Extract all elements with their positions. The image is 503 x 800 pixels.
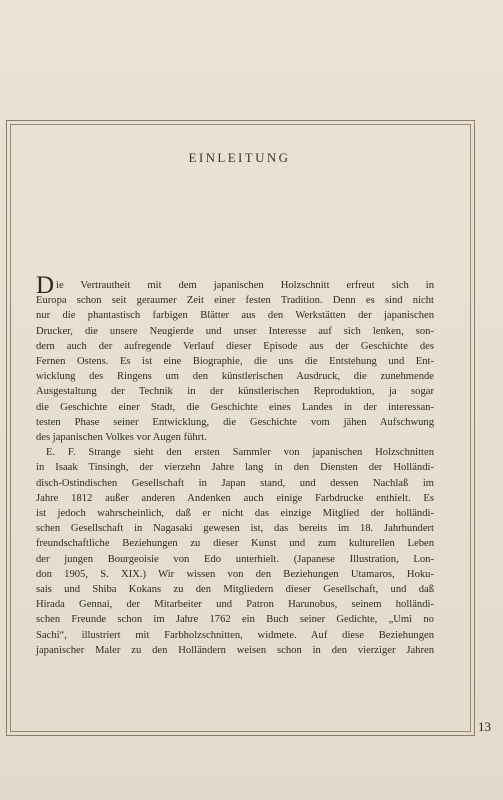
paragraph-1-line: dern auch der aufregende Verlauf dieser Episode aus der Geschichte des [36, 340, 434, 352]
paragraph-1-line: wicklung des Ringens um den künstlerischen Ausdruck, die zunehmende [36, 371, 434, 383]
paragraph-2-line: E. F. Strange sieht den ersten Sammler von japanischen Holzschnitten [46, 447, 434, 459]
paragraph-2-line: Hirada Gennai, der Mitarbeiter und Patron Harunobus, seinem holländi- [36, 599, 434, 611]
paragraph-2-line: ist jedoch wahrscheinlich, daß er nicht das einzige Mitglied der holländi- [36, 508, 434, 520]
paragraph-2-line: japanischer Maler zu den Holländern weisen schon in den vierziger Jahren [36, 644, 434, 656]
paragraph-1-line: Ausgestaltung der Technik in der künstlerischen Reproduktion, ja sogar [36, 386, 434, 398]
paragraph-2-line: freundschaftliche Beziehungen zu dieser Kunst und zum kulturellen Leben [36, 538, 434, 550]
paragraph-2-line: sais und Shiba Kokans zu den Mitgliedern dieser Gesellschaft, und daß [36, 584, 434, 596]
paragraph-1-line: Drucker, die unsere Neugierde und unser Interesse auf sich lenken, son- [36, 325, 434, 337]
paragraph-1-line: Fernen Ostens. Es ist eine Biographie, die uns die Entstehung und Ent- [36, 356, 434, 368]
chapter-title: EINLEITUNG [188, 150, 291, 165]
paragraph-2-line: disch-Ostindischen Gesellschaft in Japan stand, und dessen Nachlaß im [36, 477, 434, 489]
paragraph-1-line: des japanischen Volkes vor Augen führt. [36, 432, 207, 444]
paragraph-2-line: schen Gesellschaft in Nagasaki gewesen ist, das bereits im 18. Jahrhundert [36, 523, 434, 535]
drop-cap: D [36, 272, 55, 299]
paragraph-2-line: don 1905, S. XIX.) Wir wissen von den Beziehungen Utamaros, Hoku- [36, 568, 434, 580]
paragraph-1-line: die Geschichte einer Stadt, die Geschichte eines Landes in der interessan- [36, 401, 434, 413]
paragraph-1-line: Europa schon seit geraumer Zeit einer festen Tradition. Denn es sind nicht [36, 295, 434, 307]
paragraph-2-line: Jahre 1812 außer anderen Andenken auch einige Farbdrucke enthielt. Es [36, 492, 434, 504]
page-number: 13 [478, 719, 491, 734]
paragraph-1-line: testen Phase seiner Entwicklung, die Geschichte vom jähen Aufschwung [36, 416, 434, 428]
paragraph-2-line: in Isaak Tinsingh, der vierzehn Jahre lang in den Diensten der Holländi- [36, 462, 434, 474]
paragraph-2-line: der jungen Bourgeoisie von Edo unterhielt. (Japanese Illustration, Lon- [36, 553, 434, 565]
paragraph-2-line: schen Freunde schon im Jahre 1762 ein Buch seiner Gedichte, „Umi no [36, 614, 434, 626]
body-text [36, 272, 434, 658]
paragraph-1-line: nur die phantastisch farbigen Blätter aus den Werkstätten der japanischen [36, 310, 434, 322]
paragraph-2-line: Sachi“, illustriert mit Farbholzschnitten, widmete. Auf diese Beziehungen [36, 629, 434, 641]
paragraph-1-line-1: D ie Vertrautheit mit dem japanischen Holzschnitt erfreut sich in [36, 272, 434, 299]
